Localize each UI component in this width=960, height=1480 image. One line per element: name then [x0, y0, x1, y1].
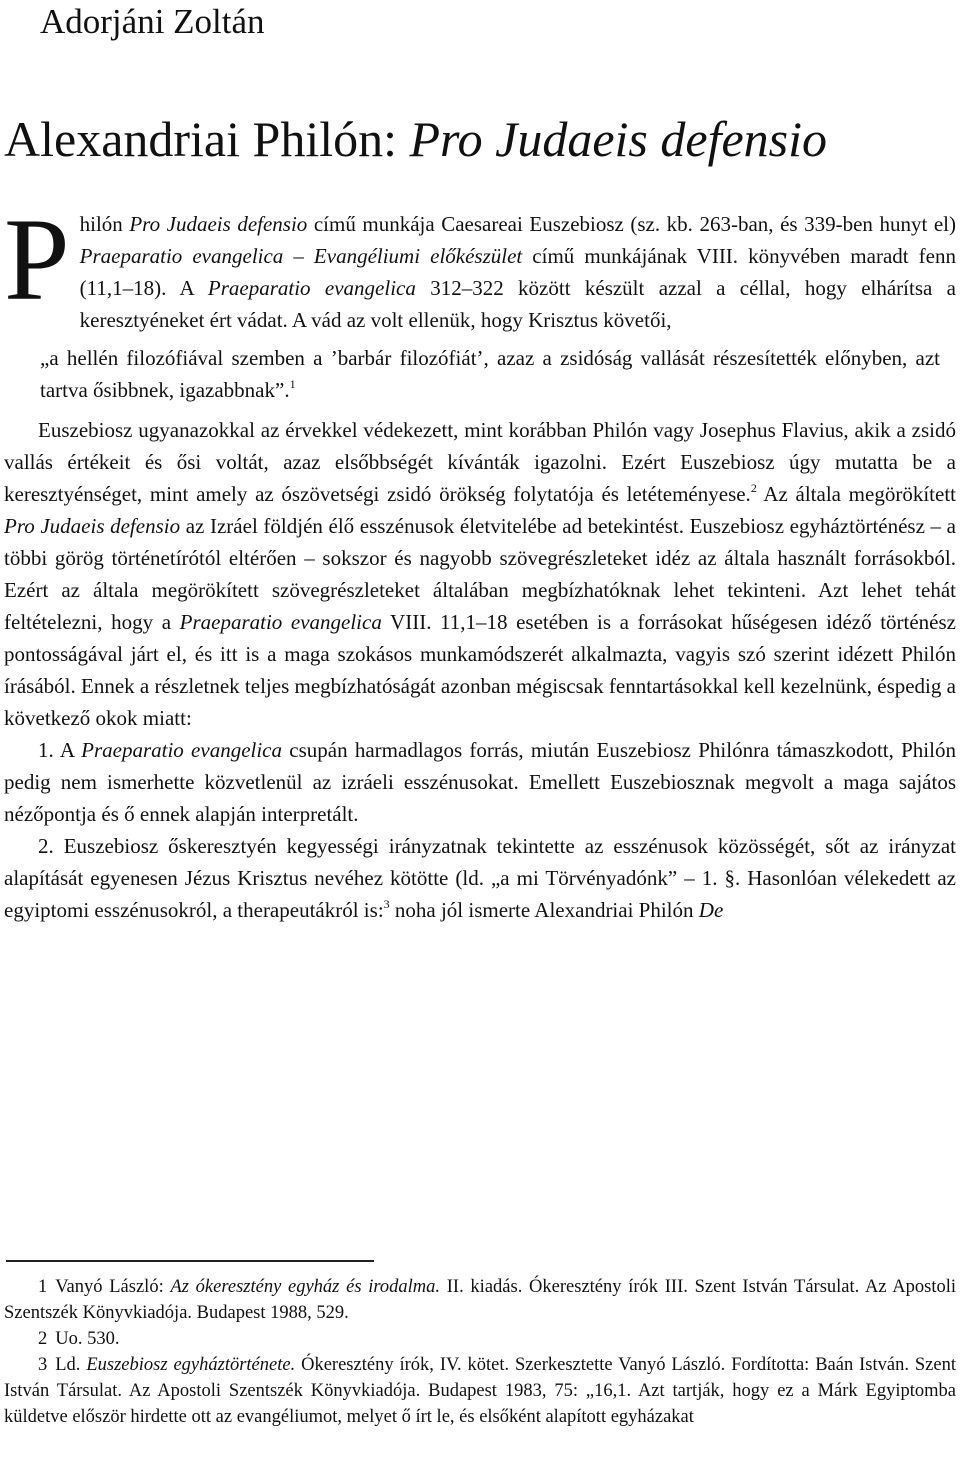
text-run: Uo. 530.: [55, 1329, 120, 1349]
footnote-number: 1: [38, 1277, 48, 1297]
footnote-1: [4, 1274, 956, 1326]
block-quote: [4, 342, 956, 406]
text-run: című munkájának VIII. könyvében maradt fenn (11,1–18). A: [79, 244, 956, 300]
drop-cap: P: [4, 194, 70, 325]
text-run: 1. A: [38, 738, 82, 762]
italic-run: Pro Judaeis defensio: [4, 514, 181, 538]
author-name: Adorjáni Zoltán: [40, 2, 265, 41]
footnote-3: [4, 1352, 956, 1430]
footnotes: [4, 1274, 956, 1430]
text-run: csupán harmadlagos forrás, miután Euszebiosz Philónra támaszkodott, Philón pedig nem ismerhette közvetlenül az izráeli esszénusokat. Emellett Euszebiosznak megvolt a maga sajátos nézőpontja és ő ennek alapján interpretált.: [4, 738, 956, 826]
paragraph-2: [4, 414, 956, 734]
text-run: II. kiadás. Ókeresztény írók III. Szent István Társulat. Az Apostoli Szentszék Könyvkiadója. Budapest 1988, 529.: [4, 1277, 956, 1323]
text-run: Vanyó László:: [55, 1277, 171, 1297]
text-run: az Izráel földjén élő esszénusok életvitelébe ad betekintést. Euszebiosz egyháztörténész – a többi görög történetírótól eltérően – sokszor és nagyobb szövegrészleteket idéz az általa használt forrásokból. Ezért az általa megörökített szövegrészleteket általában megbízhatóknak lehet tekinteni. Azt lehet tehát feltételezni, hogy a: [4, 514, 956, 634]
footnote-2: [4, 1326, 956, 1352]
footnote-number: 3: [38, 1355, 48, 1375]
italic-run: Praeparatio evangelica: [179, 610, 382, 634]
footnote-ref-1[interactable]: 1: [289, 377, 296, 391]
text-run: Ókeresztény írók, IV. kötet. Szerkesztette Vanyó László. Fordította: Baán István. Szent István Társulat. Az Apostoli Szentszék Könyvkiadója. Budapest 1983, 75: „16,1. Azt tartják, hogy ez a Márk Egyiptomba küldetve először hirdette ott az evangéliumot, melyet ő írt le, és elsőként alapított egyházakat: [4, 1355, 956, 1427]
title-plain: Alexandriai Philón:: [4, 111, 410, 167]
text-run: 312–322 között készült azzal a céllal, hogy elhárítsa a keresztyéneket ért vádat. A vád az volt ellenük, hogy Krisztus követői,: [79, 276, 956, 332]
italic-run: De: [698, 898, 724, 922]
text-run: hilón: [79, 212, 130, 236]
quote-text: „a hellén filozófiával szemben a ’barbár filozófiát’, azaz a zsidóság vallását részesítették előnyben, azt tartva ősibbnek, igazabbnak”.: [40, 346, 940, 402]
footnote-number: 2: [38, 1329, 48, 1349]
italic-run: Pro Judaeis defensio: [129, 212, 308, 236]
text-run: noha jól ismerte Alexandriai Philón: [389, 898, 699, 922]
footnote-ref-3[interactable]: 3: [383, 897, 390, 911]
article-body: [4, 194, 956, 926]
italic-run: Euszebiosz egyháztörténete.: [86, 1355, 296, 1375]
text-run: 2. Euszebiosz őskeresztyén kegyességi irányzatnak tekintette az esszénusok közösségét, sőt az irányzat alapítását egyenesen Jézus Krisztus nevéhez kötötte (ld. „a mi Törvényadónk” – 1. §. Hasonlóan vélekedett az egyiptomi esszénusokról, a therapeutákról is:: [4, 834, 956, 922]
title-italic: Pro Judaeis defensio: [409, 111, 828, 167]
italic-run: Praeparatio evangelica: [81, 738, 283, 762]
italic-run: Praeparatio evangelica: [207, 276, 416, 300]
text-run: VIII. 11,1–18 esetében is a forrásokat hűségesen idéző történész pontosságával járt el, és itt is a maga szokásos munkamódszerét alkalmazta, vagyis szó szerint idézett Philón írásából. Ennek a részletnek teljes megbízhatóságát azonban mégiscsak fenntartásokkal kell kezelnünk, éspedig a következő okok miatt:: [4, 610, 956, 730]
italic-run: Az ókeresztény egyház és irodalma.: [170, 1277, 441, 1297]
text-run: című munkája Caesareai Euszebiosz (sz. kb. 263-ban, és 339-ben hunyt el): [307, 212, 956, 236]
text-run: Euszebiosz ugyanazokkal az érvekkel védekezett, mint korábban Philón vagy Josephus Flavius, akik a zsidó vallás értékeit és ősi voltát, azaz elsőbbségét kívánták igazolni. Ezért Euszebiosz úgy mutatta be a keresztyénséget, mint amely az ószövetségi zsidó örökség folytatója és letéteményese.: [4, 418, 956, 506]
footnote-ref-2[interactable]: 2: [750, 481, 757, 495]
italic-run: Praeparatio evangelica – Evangéliumi előkészület: [79, 244, 523, 268]
paragraph-1: [4, 194, 956, 336]
footnote-divider: [6, 1260, 374, 1262]
paragraph-4: [4, 830, 956, 926]
text-run: Az általa megörökített: [756, 482, 956, 506]
text-run: Ld.: [55, 1355, 87, 1375]
paragraph-3: [4, 734, 956, 830]
article-title: [4, 110, 827, 168]
